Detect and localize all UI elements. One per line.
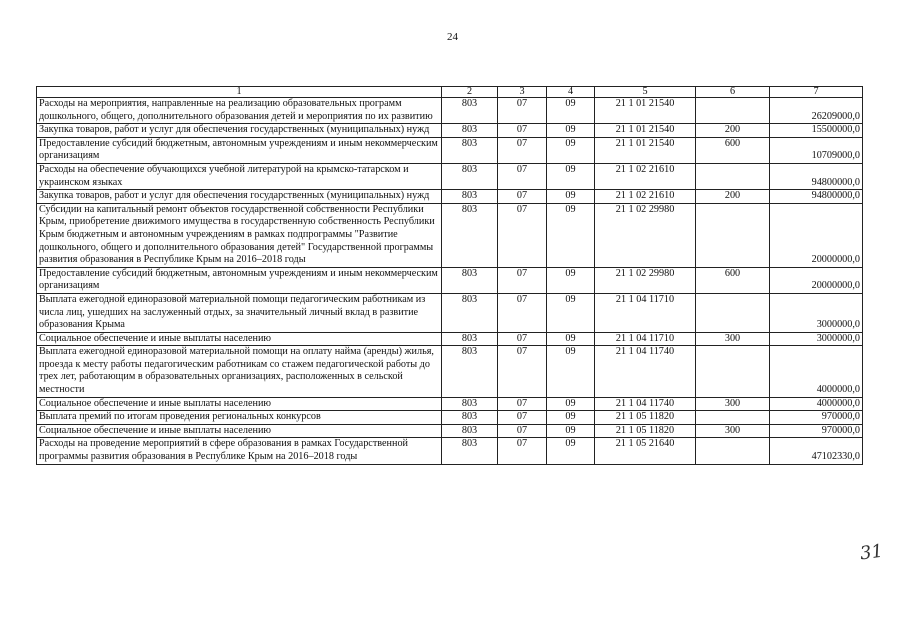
column-header: 3: [498, 87, 547, 98]
department-code-cell: 803: [442, 203, 498, 267]
amount-cell: 970000,0: [770, 424, 863, 438]
amount-cell: 3000000,0: [770, 332, 863, 346]
table-row: [37, 163, 863, 189]
expense-name-cell: Расходы на обеспечение обучающихся учебной литературой на крымско-татарском и украинском языках: [37, 163, 442, 189]
column-header: 7: [770, 87, 863, 98]
subsection-code-cell: 09: [547, 98, 595, 124]
department-code-cell: 803: [442, 332, 498, 346]
target-article-cell: 21 1 04 11710: [595, 332, 696, 346]
expense-name-cell: Расходы на проведение мероприятий в сфере образования в рамках Государственной программы развития образования в Республике Крым на 2016–2018 годы: [37, 438, 442, 464]
target-article-cell: 21 1 05 11820: [595, 424, 696, 438]
department-code-cell: 803: [442, 163, 498, 189]
amount-cell: 10709000,0: [770, 137, 863, 163]
expense-type-cell: [696, 346, 770, 397]
department-code-cell: 803: [442, 124, 498, 138]
subsection-code-cell: 09: [547, 411, 595, 425]
department-code-cell: 803: [442, 438, 498, 464]
table-row: [37, 332, 863, 346]
department-code-cell: 803: [442, 137, 498, 163]
department-code-cell: 803: [442, 424, 498, 438]
expense-type-cell: [696, 411, 770, 425]
section-code-cell: 07: [498, 293, 547, 332]
expense-name-cell: Социальное обеспечение и иные выплаты населению: [37, 397, 442, 411]
expense-type-cell: 300: [696, 332, 770, 346]
table-row: [37, 137, 863, 163]
department-code-cell: 803: [442, 267, 498, 293]
expense-type-cell: 200: [696, 190, 770, 204]
table-row: [37, 98, 863, 124]
table-row: [37, 293, 863, 332]
department-code-cell: 803: [442, 411, 498, 425]
subsection-code-cell: 09: [547, 332, 595, 346]
subsection-code-cell: 09: [547, 397, 595, 411]
expense-name-cell: Предоставление субсидий бюджетным, автономным учреждениям и иным некоммерческим организациям: [37, 267, 442, 293]
subsection-code-cell: 09: [547, 190, 595, 204]
column-header: 5: [595, 87, 696, 98]
subsection-code-cell: 09: [547, 137, 595, 163]
amount-cell: 3000000,0: [770, 293, 863, 332]
target-article-cell: 21 1 01 21540: [595, 98, 696, 124]
table-row: [37, 267, 863, 293]
section-code-cell: 07: [498, 124, 547, 138]
amount-cell: 20000000,0: [770, 267, 863, 293]
table-row: [37, 346, 863, 397]
table-row: [37, 411, 863, 425]
header-row: [37, 87, 863, 98]
target-article-cell: 21 1 04 11740: [595, 397, 696, 411]
section-code-cell: 07: [498, 438, 547, 464]
expense-type-cell: 200: [696, 124, 770, 138]
subsection-code-cell: 09: [547, 163, 595, 189]
section-code-cell: 07: [498, 137, 547, 163]
section-code-cell: 07: [498, 397, 547, 411]
table-row: [37, 438, 863, 464]
expense-name-cell: Закупка товаров, работ и услуг для обеспечения государственных (муниципальных) нужд: [37, 190, 442, 204]
column-header: 1: [37, 87, 442, 98]
amount-cell: 94800000,0: [770, 163, 863, 189]
target-article-cell: 21 1 05 11820: [595, 411, 696, 425]
amount-cell: 26209000,0: [770, 98, 863, 124]
expense-type-cell: 300: [696, 424, 770, 438]
expense-type-cell: 600: [696, 137, 770, 163]
target-article-cell: 21 1 02 21610: [595, 190, 696, 204]
subsection-code-cell: 09: [547, 346, 595, 397]
amount-cell: 4000000,0: [770, 346, 863, 397]
target-article-cell: 21 1 01 21540: [595, 137, 696, 163]
amount-cell: 47102330,0: [770, 438, 863, 464]
subsection-code-cell: 09: [547, 267, 595, 293]
expense-type-cell: [696, 293, 770, 332]
target-article-cell: 21 1 05 21640: [595, 438, 696, 464]
column-header: 6: [696, 87, 770, 98]
expense-type-cell: 300: [696, 397, 770, 411]
expense-type-cell: [696, 438, 770, 464]
department-code-cell: 803: [442, 346, 498, 397]
amount-cell: 15500000,0: [770, 124, 863, 138]
subsection-code-cell: 09: [547, 424, 595, 438]
expense-name-cell: Закупка товаров, работ и услуг для обеспечения государственных (муниципальных) нужд: [37, 124, 442, 138]
section-code-cell: 07: [498, 190, 547, 204]
target-article-cell: 21 1 02 29980: [595, 267, 696, 293]
section-code-cell: 07: [498, 267, 547, 293]
handwritten-page-mark: 31: [858, 540, 885, 565]
expense-name-cell: Выплата премий по итогам проведения региональных конкурсов: [37, 411, 442, 425]
section-code-cell: 07: [498, 203, 547, 267]
target-article-cell: 21 1 02 29980: [595, 203, 696, 267]
expense-type-cell: [696, 98, 770, 124]
section-code-cell: 07: [498, 346, 547, 397]
expense-type-cell: 600: [696, 267, 770, 293]
expense-name-cell: Расходы на мероприятия, направленные на реализацию образовательных программ дошкольного, общего, дополнительного образования детей и мероприятия по их развитию: [37, 98, 442, 124]
expense-name-cell: Социальное обеспечение и иные выплаты населению: [37, 332, 442, 346]
subsection-code-cell: 09: [547, 293, 595, 332]
amount-cell: 4000000,0: [770, 397, 863, 411]
table-row: [37, 190, 863, 204]
table-row: [37, 397, 863, 411]
column-header: 2: [442, 87, 498, 98]
expense-name-cell: Выплата ежегодной единоразовой материальной помощи педагогическим работникам из числа лиц, ушедших на заслуженный отдых, за значительный личный вклад в развитие образования Крыма: [37, 293, 442, 332]
column-header: 4: [547, 87, 595, 98]
table-row: [37, 203, 863, 267]
section-code-cell: 07: [498, 424, 547, 438]
target-article-cell: 21 1 04 11710: [595, 293, 696, 332]
budget-table: [36, 86, 863, 465]
target-article-cell: 21 1 04 11740: [595, 346, 696, 397]
table-row: [37, 424, 863, 438]
expense-name-cell: Выплата ежегодной единоразовой материальной помощи на оплату найма (аренды) жилья, проезда к месту работы педагогическим работникам со стажем педагогической работы до трех лет, работающим в образовательных организациях, расположенных в сельской местности: [37, 346, 442, 397]
amount-cell: 20000000,0: [770, 203, 863, 267]
department-code-cell: 803: [442, 98, 498, 124]
target-article-cell: 21 1 02 21610: [595, 163, 696, 189]
subsection-code-cell: 09: [547, 124, 595, 138]
section-code-cell: 07: [498, 411, 547, 425]
expense-name-cell: Предоставление субсидий бюджетным, автономным учреждениям и иным некоммерческим организациям: [37, 137, 442, 163]
subsection-code-cell: 09: [547, 438, 595, 464]
subsection-code-cell: 09: [547, 203, 595, 267]
expense-type-cell: [696, 163, 770, 189]
amount-cell: 94800000,0: [770, 190, 863, 204]
page-number: 24: [447, 31, 458, 43]
section-code-cell: 07: [498, 332, 547, 346]
section-code-cell: 07: [498, 163, 547, 189]
expense-type-cell: [696, 203, 770, 267]
amount-cell: 970000,0: [770, 411, 863, 425]
department-code-cell: 803: [442, 397, 498, 411]
department-code-cell: 803: [442, 293, 498, 332]
target-article-cell: 21 1 01 21540: [595, 124, 696, 138]
expense-name-cell: Социальное обеспечение и иные выплаты населению: [37, 424, 442, 438]
table-row: [37, 124, 863, 138]
section-code-cell: 07: [498, 98, 547, 124]
expense-name-cell: Субсидии на капитальный ремонт объектов государственной собственности Республики Крым, приобретение движимого имущества в государственную собственность Республики Крым бюджетным и автономным учреждениям в рамках подпрограммы "Развитие дошкольного, общего и дополнительного образования детей" Государственной программы развития образования в Республике Крым на 2016–2018 годы: [37, 203, 442, 267]
department-code-cell: 803: [442, 190, 498, 204]
